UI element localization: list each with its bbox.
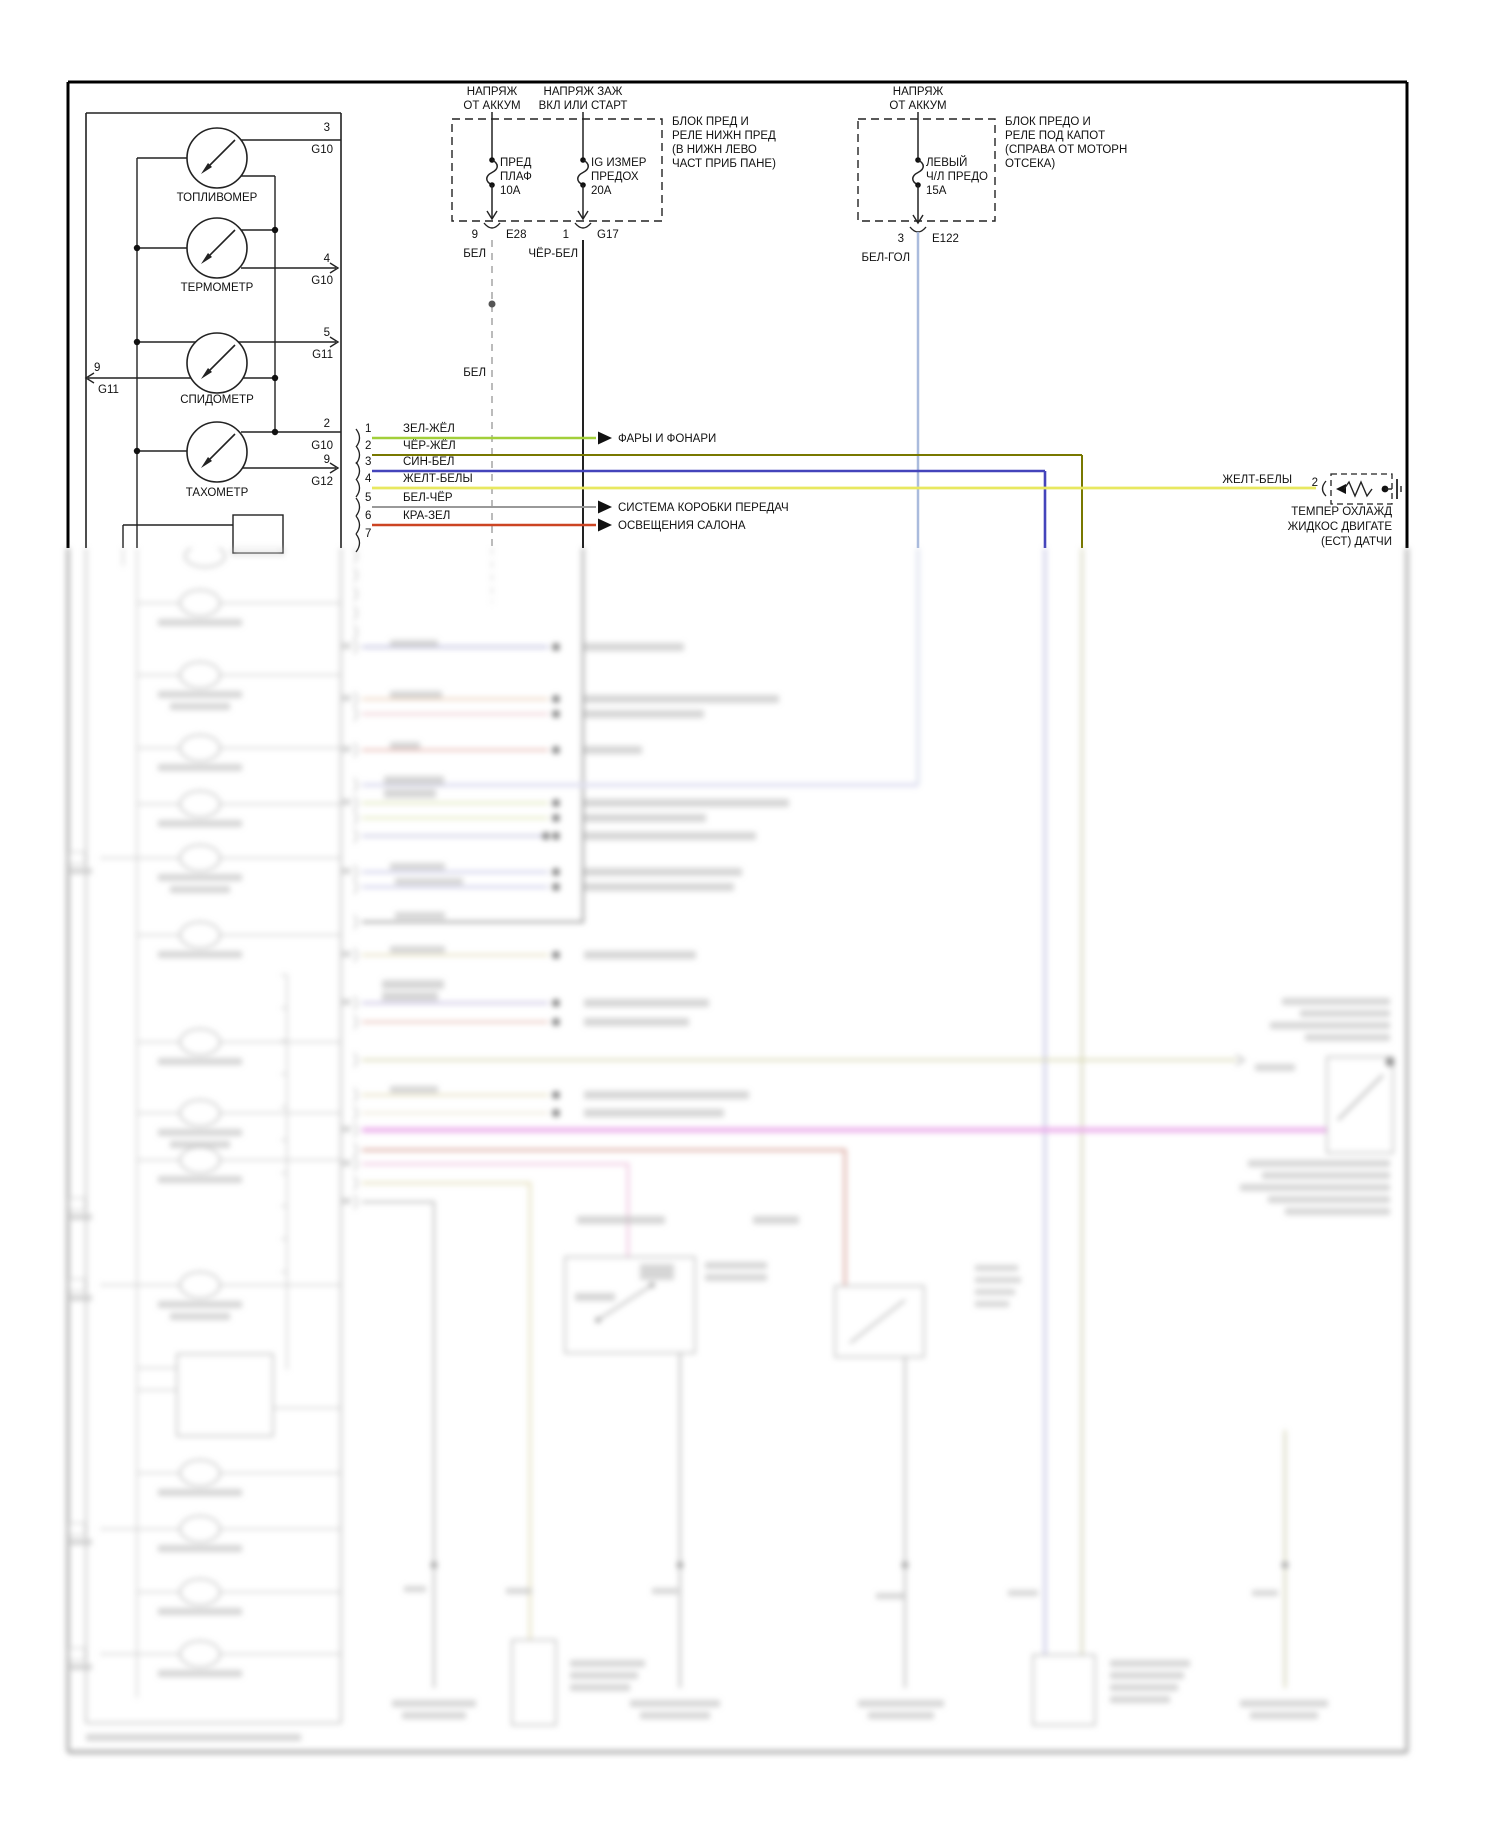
connector-id: E28	[506, 229, 527, 241]
blurred-panel-module	[177, 1354, 273, 1436]
note-line: РЕЛЕ НИЖН ПРЕД	[672, 130, 776, 142]
gauge-pin2: 9	[323, 454, 330, 466]
blurred-label-smudges	[86, 619, 301, 1741]
gauge-tach	[186, 418, 333, 499]
fuse-rating: 15А	[926, 185, 947, 197]
gauge-left-connector: G11	[98, 384, 119, 396]
blurred-switch-1	[565, 1216, 767, 1688]
note-line: ЧАСТ ПРИБ ПАНЕ)	[672, 158, 776, 170]
pin-number: 4	[365, 473, 372, 485]
wire-color-label: ЗЕЛ-ЖЁЛ	[403, 423, 455, 435]
wire-color-label: БЕЛ-ГОЛ	[861, 252, 910, 264]
gauge-connector: G10	[311, 275, 333, 287]
ect-sensor	[1222, 474, 1401, 548]
feed-label: НАПРЯЖ	[892, 86, 944, 98]
wire-color-label: СИН-БЕЛ	[403, 456, 455, 468]
resistor-icon	[1344, 482, 1372, 496]
wire-destination: ФАРЫ И ФОНАРИ	[618, 433, 717, 445]
gauge-label: ТЕРМОМЕТР	[180, 282, 254, 294]
fuse-icon	[487, 160, 498, 185]
wire-color-label: БЕЛ-ЧЁР	[403, 492, 453, 504]
gauge-speed	[94, 327, 333, 406]
gauge-pin: 4	[323, 253, 330, 265]
wire-color-label: ЧЁР-БЕЛ	[528, 248, 578, 260]
connector-cup-icon	[910, 227, 926, 232]
blurred-pin-ticks	[281, 975, 287, 1272]
feed-label: НАПРЯЖ ЗАЖ	[543, 86, 623, 98]
gauge-left-pin: 9	[94, 362, 101, 374]
blurred-pin-brackets-icon	[354, 549, 357, 1209]
pin-number: 5	[365, 492, 372, 504]
feed-label: ОТ АККУМ	[463, 100, 521, 112]
pin-number: 3	[365, 456, 372, 468]
gauge-label: ТОПЛИВОМЕР	[176, 192, 258, 204]
blurred-gauge-dials	[180, 590, 220, 1667]
wire-color-label: БЕЛ	[463, 248, 486, 260]
note-line: БЛОК ПРЕД И	[672, 116, 749, 128]
connector-pin: 2	[1311, 477, 1318, 489]
note-line: РЕЛЕ ПОД КАПОТ	[1005, 130, 1106, 142]
gauge-connector: G11	[312, 349, 333, 361]
arrow-right-icon	[598, 501, 612, 514]
fuse-icon	[913, 160, 924, 185]
blurred-harness-rows	[362, 643, 1327, 1688]
blurred-lower-region	[0, 548, 1500, 1760]
pin-number: 6	[365, 510, 372, 522]
pin-number: 2	[365, 440, 372, 452]
wire-color-label: ЧЁР-ЖЁЛ	[403, 440, 456, 452]
connector-pin: 1	[562, 229, 569, 241]
blurred-right-component	[1240, 998, 1395, 1688]
fuse-name: ЛЕВЫЙ	[926, 157, 968, 169]
feed-wires	[489, 232, 919, 548]
blurred-switch-2	[753, 1216, 1021, 1688]
harness-wires	[372, 432, 1316, 549]
blurred-bottom-terminations	[392, 1562, 1328, 1726]
fuse-block-right-note	[1005, 116, 1127, 170]
fuse-name: IG ИЗМЕР	[591, 157, 647, 169]
gauge-pin: 2	[323, 418, 330, 430]
fuse-name: ПРЕДОХ	[591, 171, 639, 183]
connector-cup-icon	[484, 223, 500, 228]
gauge-pin: 3	[323, 122, 330, 134]
fuse-rating: 10А	[500, 185, 521, 197]
connector-cup-icon	[1323, 481, 1327, 496]
fuse-block-right	[858, 86, 1127, 264]
gauge-connector2: G12	[311, 476, 333, 488]
wire-destination: ОСВЕЩЕНИЯ САЛОНА	[618, 520, 746, 532]
fuse-icon	[578, 160, 589, 185]
connector-pin: 3	[897, 233, 904, 245]
gauge-connector: G10	[311, 440, 333, 452]
gauge-label: СПИДОМЕТР	[180, 394, 254, 406]
wire-color-label: БЕЛ	[463, 367, 486, 379]
gauge-connector: G10	[311, 144, 333, 156]
fuse-interior-light	[463, 112, 532, 379]
blurred-left-panel	[66, 548, 341, 1741]
connector-pin: 9	[471, 229, 478, 241]
gauge-pin: 5	[323, 327, 330, 339]
fuse-rating: 20А	[591, 185, 612, 197]
blurred-left-edge-connectors	[66, 852, 92, 1670]
component-label: ТЕМПЕР ОХЛАЖД	[1291, 506, 1392, 518]
fuse-name: ПРЕД	[500, 157, 532, 169]
wire-color-label: ЖЕЛТ-БЕЛЫ	[403, 473, 473, 485]
arrow-right-icon	[598, 519, 612, 532]
wire-destination: СИСТЕМА КОРОБКИ ПЕРЕДАЧ	[618, 502, 789, 514]
diagram-blurred-layer	[0, 548, 1500, 1760]
fuse-ig-meter	[528, 112, 646, 260]
feed-label: ОТ АККУМ	[889, 100, 947, 112]
fuse-block-left	[452, 86, 776, 379]
connector-cup-icon	[575, 223, 591, 228]
gauge-label: ТАХОМЕТР	[185, 487, 249, 499]
gauge-fuel	[177, 122, 333, 204]
note-line: ОТСЕКА)	[1005, 158, 1056, 170]
note-line: (СПРАВА ОТ МОТОРН	[1005, 144, 1128, 156]
connector-id: E122	[932, 233, 959, 245]
wire-color-label: КРА-ЗЕЛ	[403, 510, 451, 522]
note-line: БЛОК ПРЕДО И	[1005, 116, 1091, 128]
note-line: (В НИЖН ЛЕВО	[672, 144, 757, 156]
pin-number: 1	[365, 423, 372, 435]
feed-label: ВКЛ ИЛИ СТАРТ	[538, 100, 628, 112]
arrow-right-icon	[598, 432, 612, 445]
fuse-name: Ч/Л ПРЕДО	[926, 171, 988, 183]
fuse-name: ПЛАФ	[500, 171, 532, 183]
fuse-block-left-note	[672, 116, 776, 170]
component-label: ЖИДКОС ДВИГАТЕ	[1287, 521, 1392, 533]
component-label: (ЕСТ) ДАТЧИ	[1321, 536, 1392, 548]
wire-color-label: ЖЕЛТ-БЕЛЫ	[1222, 474, 1292, 486]
pin-number: 7	[365, 528, 372, 540]
feed-label: НАПРЯЖ	[466, 86, 518, 98]
pin-brackets-icon	[356, 429, 360, 552]
connector-id: G17	[597, 229, 619, 241]
